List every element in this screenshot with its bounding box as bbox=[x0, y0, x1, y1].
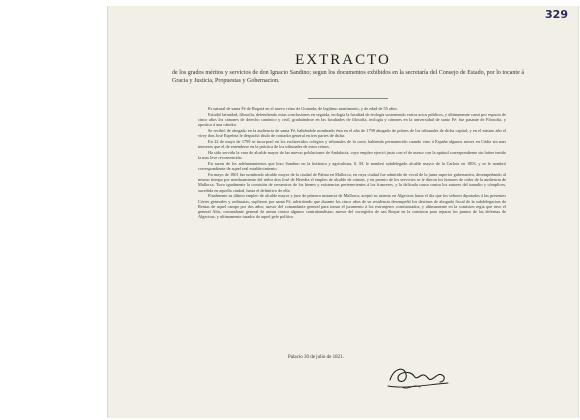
date-line: Palacio 30 de julio de 1821. bbox=[288, 355, 344, 360]
body-paragraph: Estudió latinidad, filosofía, defendiendo estas conclusiones en seguida, teología la facultad de teología sosteniendo varios actos públicos, y últimamente cursó por espacio de cinco años los cánones de derecho canónico y civil, graduándose en las facultades de filosofía, teología y cánones en la universidad de santo Fé: fue pasante de Filosofía, y opositor á una cátedra. bbox=[198, 111, 506, 128]
body-paragraph: En mayo de 1801 fue nombrado alcalde mayor de la ciudad de Palma en Mallorca, en cuya ciudad fue admitido de vocal de la junta superior gubernativa, desempeñando al mismo tiempo por nombramiento del señor don José de Heredia el empleo de alcalde de crimen, y en premio de los servicios se le dieron los honores de oidor de la audiencia de Mallorca. Tuvo igualmente la comisión de secuestros de los bienes y existencias pertenecientes á los franceses, y la delicada causa contra los autores del tumulto y cómplices, sucedida en aquella ciudad, hasta el definitivo de ella. bbox=[198, 172, 506, 193]
document-page bbox=[108, 6, 578, 418]
title-divider bbox=[308, 98, 388, 99]
handwritten-signature bbox=[384, 362, 454, 392]
body-paragraph: Ha sido servido la vara de alcalde mayor de las nuevas poblaciones de Andalucía, cuyo empleo ejerció justo con el de asesor con la aptitud correspondiente sin haber tenido la mas leve reconvención. bbox=[198, 150, 506, 161]
body-paragraph: Se recibió de abogado en la audiencia de santa Fé, habiéndole nombrado ésta en el año de 1798 abogado de pobres de los tribunales de dicha capital; y en el mismo año el virey don José Espeleta le despachó título de contador general en tres partes de dicha. bbox=[198, 128, 506, 139]
document-title: EXTRACTO bbox=[295, 52, 391, 68]
document-body bbox=[198, 106, 506, 219]
body-paragraph: Es natural de santa Fé de Bogotá en el nuevo reino de Granada; de legítimo matrimonio, y de edad de 55 años. bbox=[208, 106, 398, 111]
body-paragraph: Finalmente su último empleo de alcalde mayor y juez de primera instancia de Mallorca, aceptó su asiento en Algeciras hasta el dia que los señores diputados á las presentes Córtes generales y ordinarias, suplieron por santa Fé, advirtiendo que durante los cinco años de su residencia desempeñó los destinos de abogado fiscal de la subdelegacion de Rentas de aquel campo por dos años; asesor del comandante general para tomar el juramento á los extranjeros comisionados; y ultimamente en la comision regia que tuvo el general Alós, comandante general de armas contra algunos contrabandistas; asesor del corregidor de san Roque en la comision para reparar los puntos de las defensas de Algeciras; y ultimamente tasador de aquel gefe político. bbox=[198, 193, 506, 220]
document-subtitle: de los grados méritos y servicios de don Ignacio Sandino; segun los documentos exhibidos en la secretaría del Consejo de Estado, por lo tocante á Gracia y Justicia, Propuestas y Gobernacion. bbox=[172, 70, 524, 84]
body-paragraph: En 22 de mayo de 1799 se incorporó en los esclarecidos colegios y tribunales de la corte, habiendo permanecido cuando vino á España algunos meses en Cádiz sin mas intereses que el de entenderse en la práctica de los tribunales de estos reinos. bbox=[198, 139, 506, 150]
folio-number: 329 bbox=[545, 8, 568, 21]
body-paragraph: En razon de los adelantamientos que hizo Sandino en la botánica y agricultura, S. M. le nombró subdelegado alcalde mayor de la Carlota en 1803, y se le nombró correspondiente de aquel real establecimiento. bbox=[198, 161, 506, 172]
